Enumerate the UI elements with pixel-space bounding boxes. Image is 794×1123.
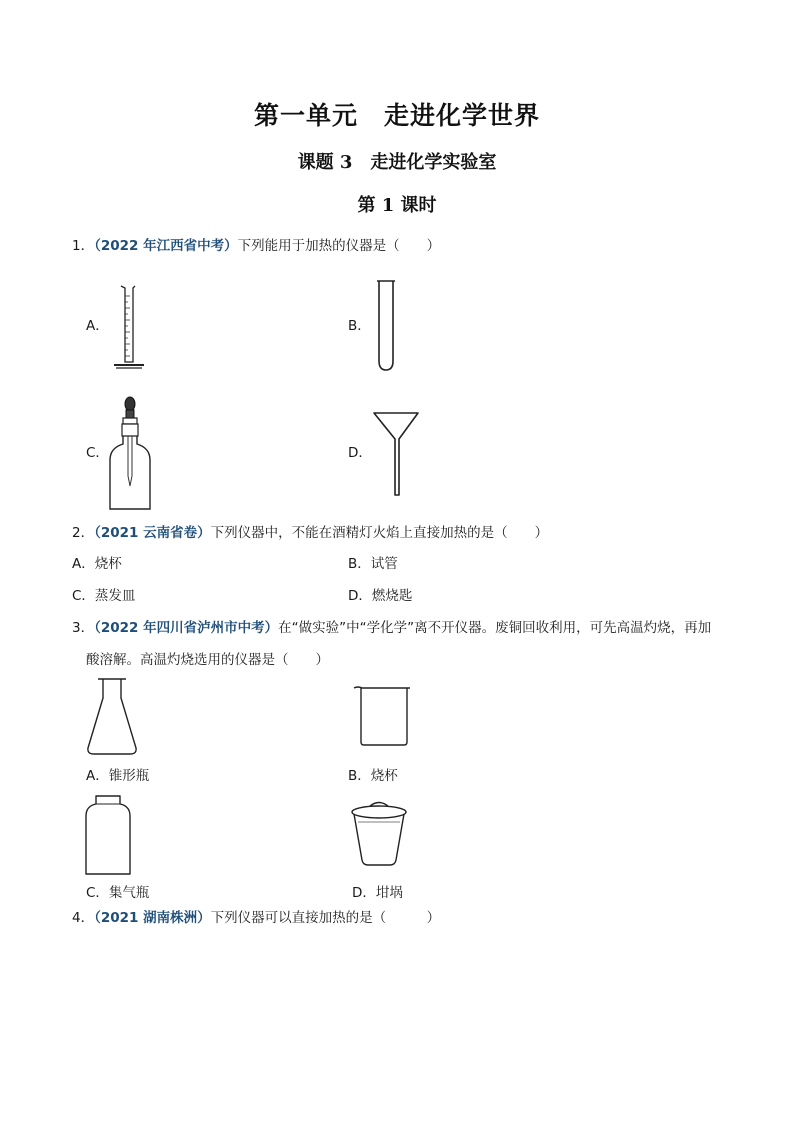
unit-title: 第一单元 走进化学世界: [253, 101, 540, 130]
question-number: 3．: [72, 620, 95, 636]
option-c-label: C．: [86, 445, 109, 461]
option-d: D．燃烧匙: [348, 588, 413, 604]
option-a: A．锥形瓶: [86, 768, 150, 784]
graduated-cylinder-icon: [112, 284, 146, 372]
question-2: [72, 523, 548, 543]
option-d: D．坩埚: [352, 885, 403, 901]
question-number: 2．: [72, 525, 95, 541]
period-title: 第 1 课时: [357, 195, 437, 216]
question-source: （2022 年江西省中考）: [94, 238, 238, 254]
question-source: （2021 云南省卷）: [94, 525, 211, 541]
test-tube-icon: [374, 279, 398, 373]
question-3-line-2: 酸溶解。高温灼烧选用的仪器是（ ）: [86, 652, 329, 668]
dropper-bottle-icon: [106, 396, 156, 514]
question-4: [72, 908, 440, 928]
question-3: [72, 618, 711, 638]
option-b-label: B．: [348, 318, 371, 334]
question-stem: 下列能用于加热的仪器是（ ）: [237, 238, 441, 254]
option-c: C．集气瓶: [86, 885, 150, 901]
gas-jar-icon: [84, 794, 132, 878]
option-a-label: A．: [86, 318, 109, 334]
option-b: B．试管: [348, 556, 398, 572]
question-stem: 下列仪器可以直接加热的是（ ）: [210, 910, 441, 926]
question-number: 1．: [72, 238, 95, 254]
lesson-title: 课题 3 走进化学实验室: [297, 152, 497, 173]
option-d-label: D．: [348, 445, 372, 461]
question-stem: 下列仪器中，不能在酒精灯火焰上直接加热的是（ ）: [210, 525, 549, 541]
question-number: 4．: [72, 910, 95, 926]
option-a: A．烧杯: [72, 556, 122, 572]
erlenmeyer-flask-icon: [84, 676, 140, 758]
question-source: （2021 湖南株洲）: [94, 910, 211, 926]
option-b: B．烧杯: [348, 768, 398, 784]
funnel-icon: [372, 411, 422, 497]
question-1: [72, 236, 440, 256]
question-source: （2022 年四川省泸州市中考）: [94, 620, 279, 636]
option-c: C．蒸发皿: [72, 588, 136, 604]
crucible-icon: [350, 800, 408, 868]
question-stem: 在“做实验”中“学化学”离不开仪器。废铜回收利用，可先高温灼烧，再加: [278, 620, 712, 636]
beaker-icon: [352, 684, 412, 748]
